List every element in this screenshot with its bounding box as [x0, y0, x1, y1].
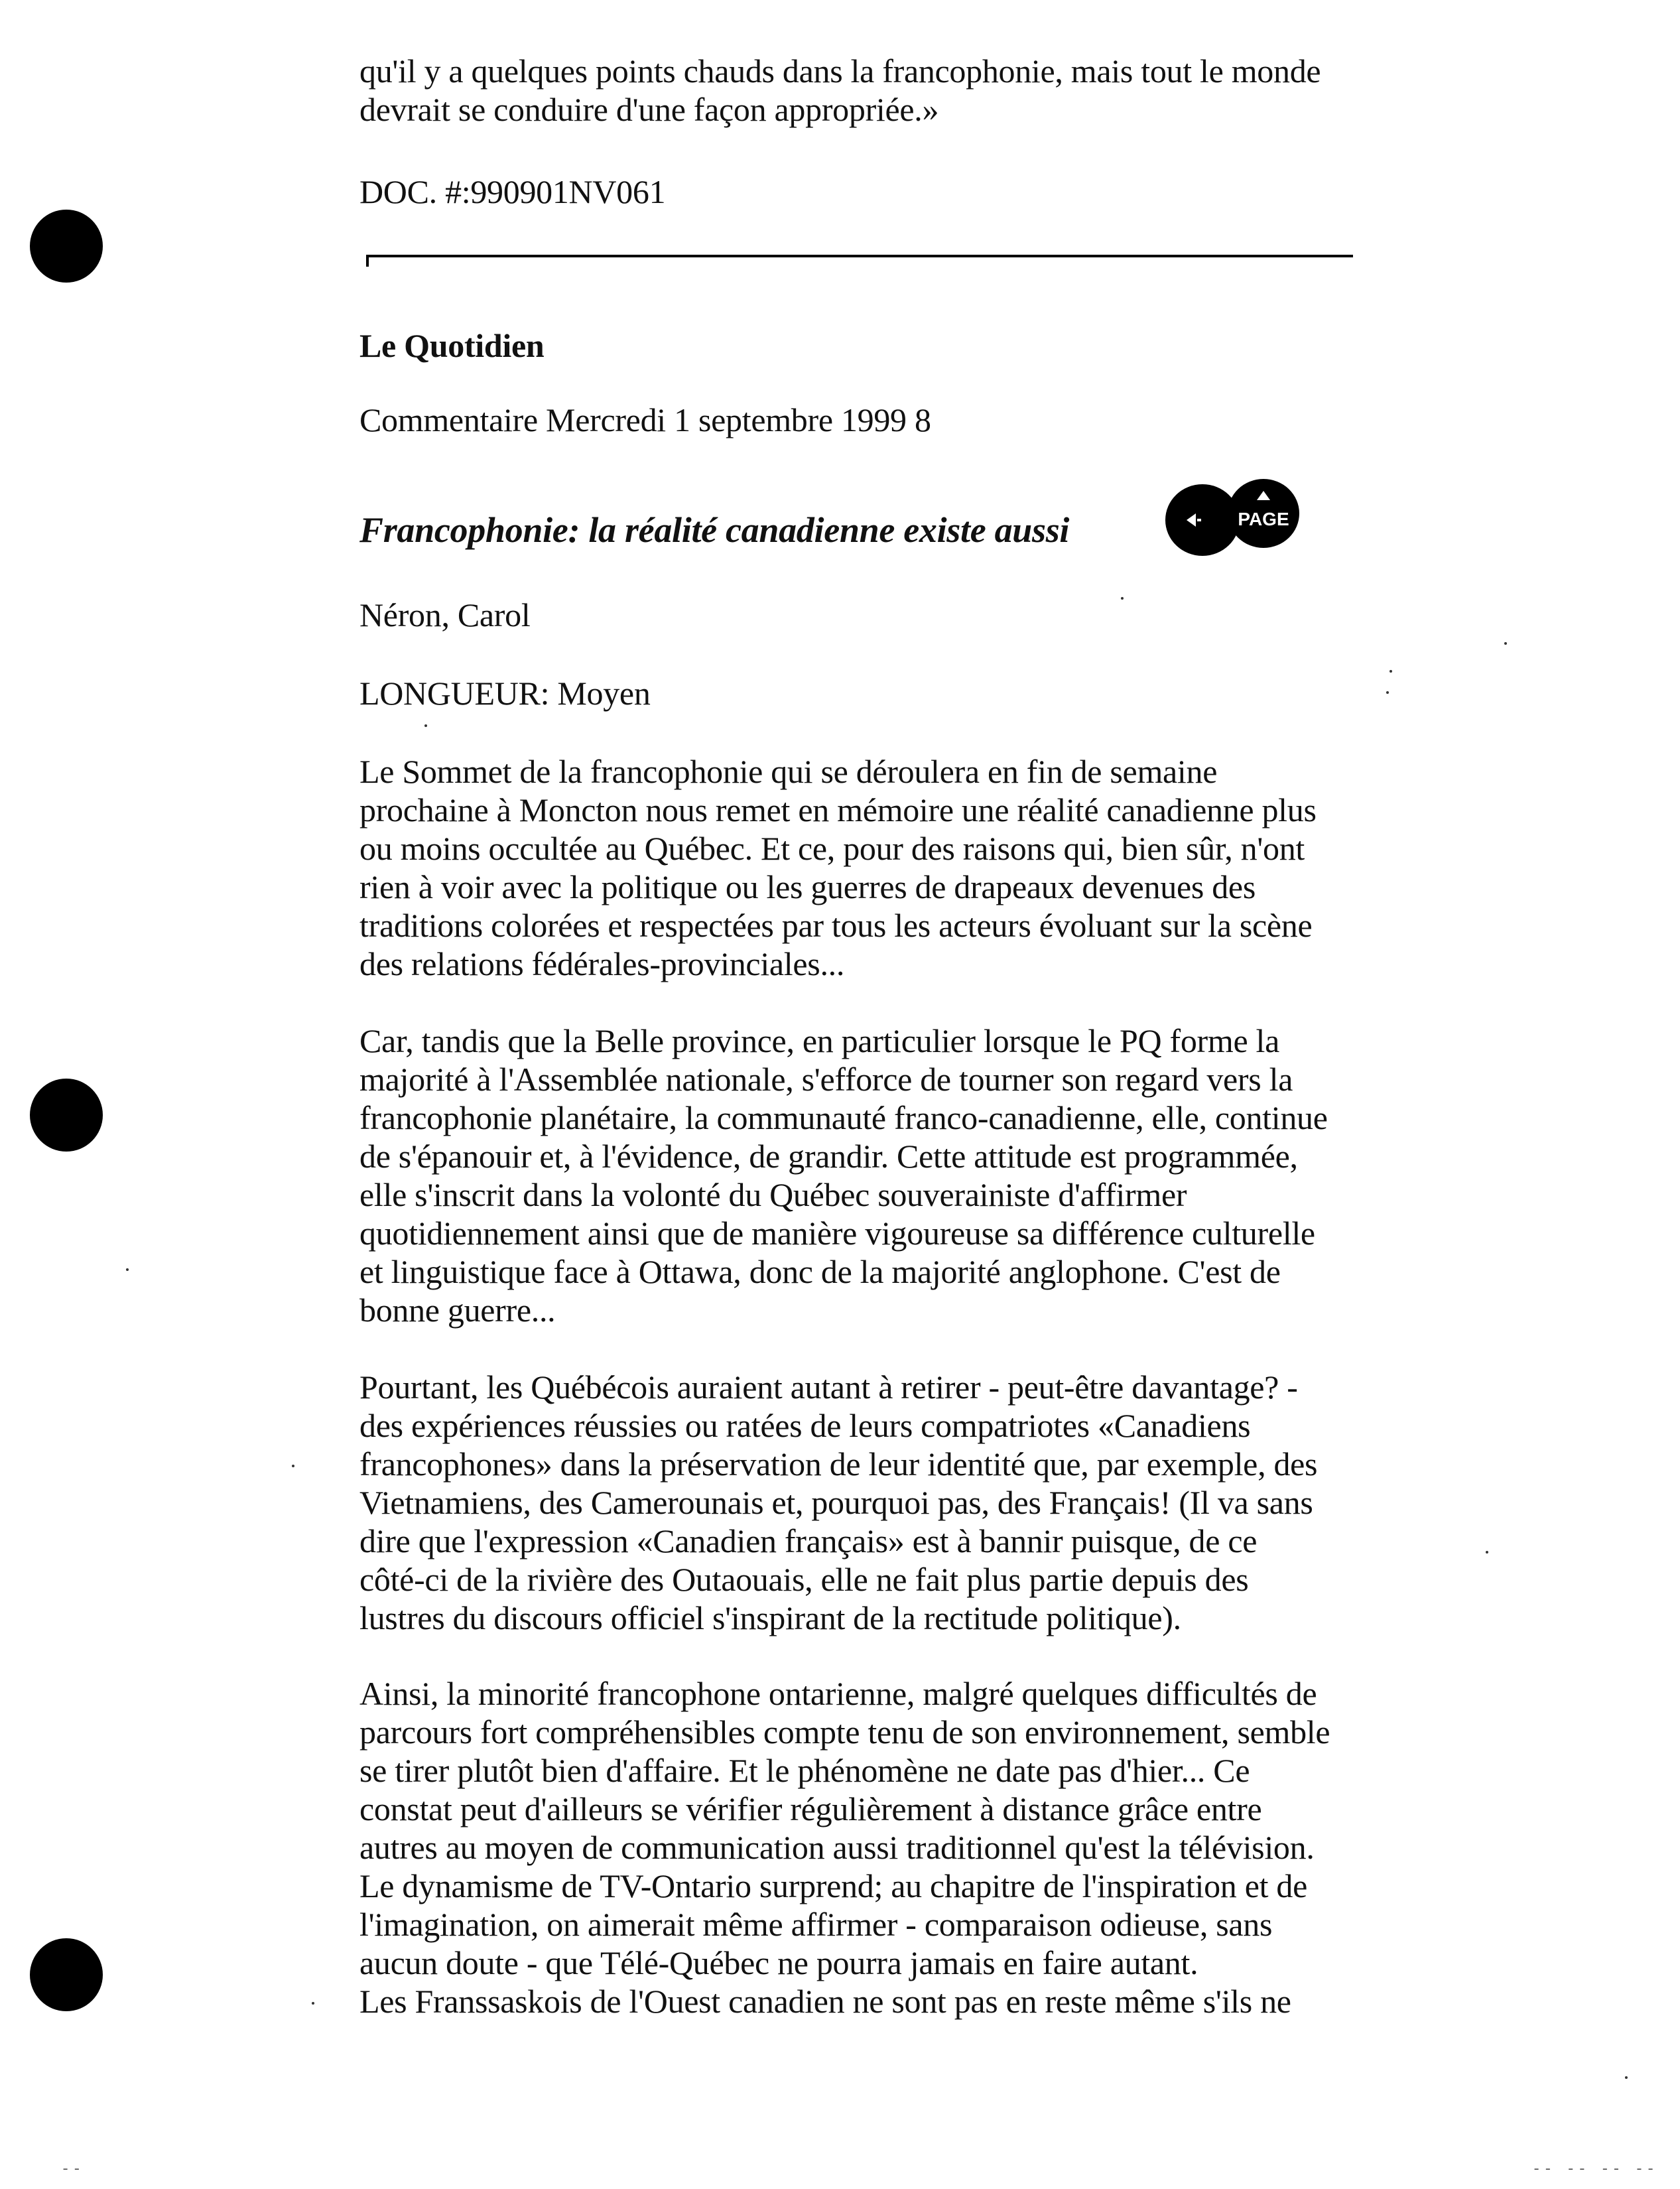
source-name: Le Quotidien	[359, 327, 545, 364]
text-line: francophonie planétaire, la communauté franco-canadienne, elle, continue	[359, 1099, 1328, 1136]
page-icon[interactable]	[1228, 479, 1299, 548]
text-line: traditions colorées et respectées par tous les acteurs évoluant sur la scène	[359, 907, 1313, 944]
nav-icons	[1164, 479, 1303, 559]
text-line: francophones» dans la préservation de leur identité que, par exemple, des	[359, 1445, 1318, 1483]
doc-number	[359, 172, 1381, 211]
paragraph-2	[359, 1022, 1381, 1329]
text-line: prochaine à Moncton nous remet en mémoire une réalité canadienne plus	[359, 791, 1317, 829]
text-line: des expériences réussies ou ratées de leurs compatriotes «Canadiens	[359, 1407, 1251, 1444]
text-line: l'imagination, on aimerait même affirmer - comparaison odieuse, sans	[359, 1906, 1273, 1943]
punch-hole-top	[30, 210, 103, 283]
text-line: Car, tandis que la Belle province, en particulier lorsque le PQ forme la	[359, 1022, 1280, 1059]
text-line: se tirer plutôt bien d'affaire. Et le phénomène ne date pas d'hier... Ce	[359, 1752, 1250, 1789]
article-section-date	[359, 401, 1381, 439]
punch-hole-middle	[30, 1079, 103, 1152]
text-line: aucun doute - que Télé-Québec ne pourra jamais en faire autant.	[359, 1944, 1198, 1981]
text-line: majorité à l'Assemblée nationale, s'efforce de tourner son regard vers la	[359, 1061, 1293, 1098]
text-line: ou moins occultée au Québec. Et ce, pour des raisons qui, bien sûr, n'ont	[359, 830, 1305, 867]
text-line: Le dynamisme de TV-Ontario surprend; au chapitre de l'inspiration et de	[359, 1867, 1307, 1904]
doc-number-text: DOC. #:990901NV061	[359, 173, 666, 210]
scan-speck	[312, 2002, 314, 2005]
paragraph-3	[359, 1368, 1381, 1637]
text-line: et linguistique face à Ottawa, donc de la majorité anglophone. C'est de	[359, 1253, 1281, 1290]
text-line: lustres du discours officiel s'inspirant de la rectitude politique).	[359, 1599, 1181, 1636]
footer-left-mark: --	[61, 2161, 84, 2178]
text-line: Pourtant, les Québécois auraient autant à retirer - peut-être davantage? -	[359, 1368, 1298, 1406]
scan-speck	[1121, 597, 1124, 600]
text-line: qu'il y a quelques points chauds dans la francophonie, mais tout le monde	[359, 52, 1321, 90]
headline-text: Francophonie: la réalité canadienne existe aussi	[359, 510, 1070, 550]
page-icon-label: PAGE	[1238, 509, 1289, 529]
text-line: des relations fédérales-provinciales...	[359, 945, 845, 982]
text-line: Le Sommet de la francophonie qui se déroulera en fin de semaine	[359, 753, 1218, 790]
scan-speck	[292, 1465, 294, 1467]
scan-speck	[1625, 2076, 1628, 2079]
continued-text	[359, 52, 1381, 129]
scan-speck	[1504, 642, 1507, 645]
article-author	[359, 596, 1381, 634]
text-line: Vietnamiens, des Camerounais et, pourquoi pas, des Français! (Il va sans	[359, 1484, 1313, 1521]
text-line: constat peut d'ailleurs se vérifier régulièrement à distance grâce entre	[359, 1790, 1262, 1827]
text-line: de s'épanouir et, à l'évidence, de grandir. Cette attitude est programmée,	[359, 1138, 1298, 1175]
punch-hole-bottom	[30, 1938, 103, 2011]
author-text: Néron, Carol	[359, 596, 531, 633]
footer-right-mark: -- -- -- --	[1532, 2161, 1658, 2178]
scan-speck	[1486, 1551, 1488, 1554]
paragraph-4	[359, 1674, 1381, 1982]
text-line: elle s'inscrit dans la volonté du Québec souverainiste d'affirmer	[359, 1176, 1187, 1213]
article-source	[359, 326, 1381, 365]
text-line: Les Franssaskois de l'Ouest canadien ne sont pas en reste même s'ils ne	[359, 1983, 1291, 2020]
text-line: rien à voir avec la politique ou les guerres de drapeaux devenues des	[359, 868, 1256, 905]
scan-speck	[1389, 670, 1392, 673]
scan-speck	[1386, 691, 1389, 694]
scan-speck	[424, 724, 427, 727]
length-text: LONGUEUR: Moyen	[359, 675, 651, 712]
text-line: dire que l'expression «Canadien français» est à bannir puisque, de ce	[359, 1522, 1258, 1559]
text-line: bonne guerre...	[359, 1292, 556, 1329]
text-line: côté-ci de la rivière des Outaouais, elle ne fait plus partie depuis des	[359, 1561, 1249, 1598]
text-line: Ainsi, la minorité francophone ontarienne, malgré quelques difficultés de	[359, 1675, 1317, 1712]
text-line: parcours fort compréhensibles compte tenu de son environnement, semble	[359, 1713, 1330, 1751]
separator-rule	[366, 255, 1353, 257]
paragraph-1	[359, 752, 1381, 983]
paragraph-5	[359, 1982, 1381, 2021]
separator-rule-tick	[366, 255, 369, 267]
section-date-text: Commentaire Mercredi 1 septembre 1999 8	[359, 401, 931, 438]
scan-speck	[126, 1268, 129, 1271]
text-line: quotidiennement ainsi que de manière vigoureuse sa différence culturelle	[359, 1215, 1315, 1252]
text-line: devrait se conduire d'une façon appropriée.»	[359, 91, 939, 128]
text-line: autres au moyen de communication aussi traditionnel qu'est la télévision.	[359, 1829, 1315, 1866]
article-length	[359, 674, 1381, 712]
